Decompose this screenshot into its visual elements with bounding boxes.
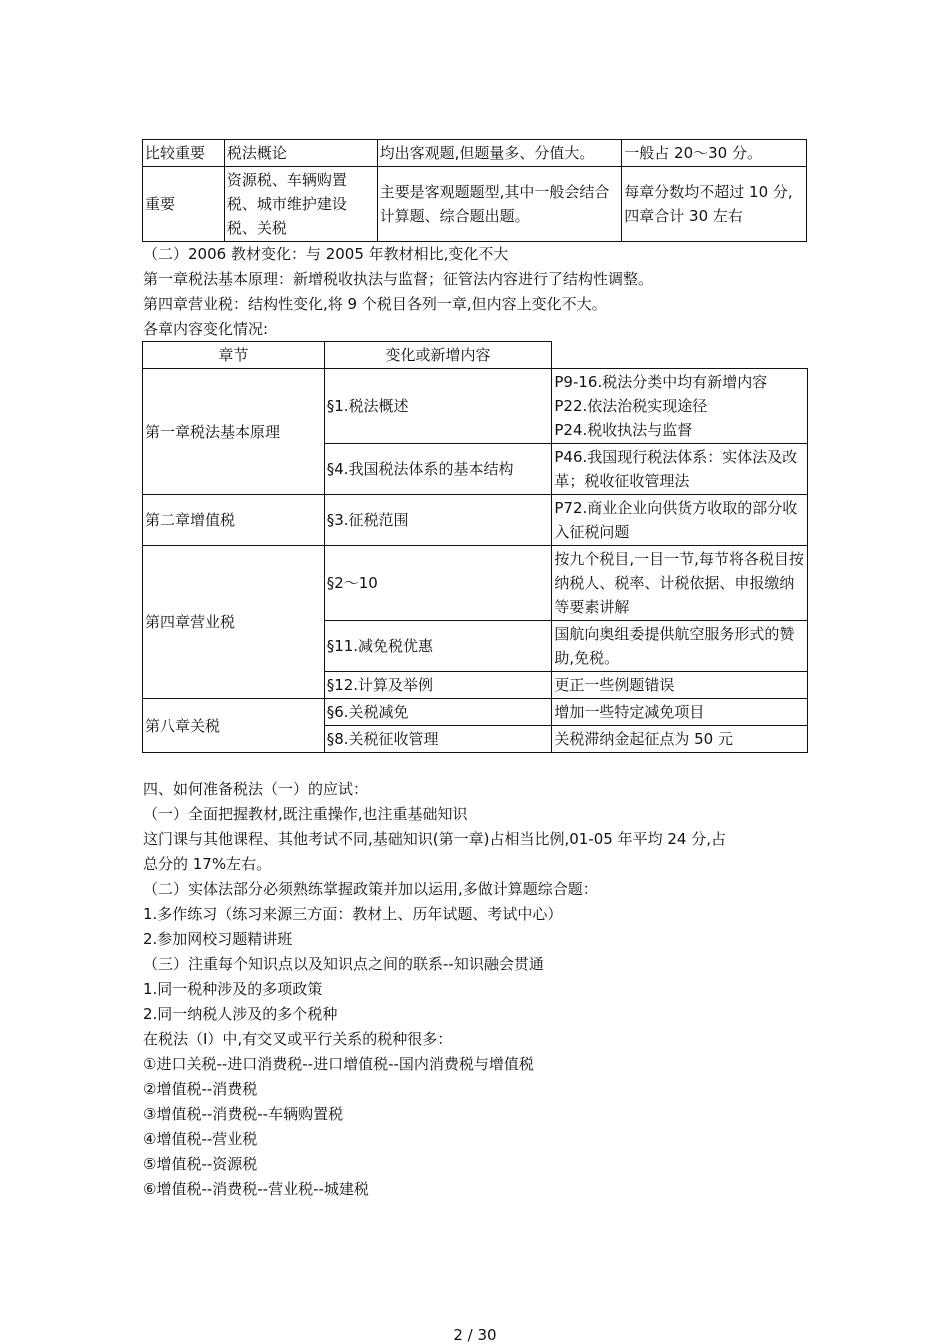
section-cell: §12.计算及举例 (324, 672, 552, 699)
section-cell: §2～10 (324, 546, 552, 621)
body-line: 在税法（I）中,有交叉或平行关系的税种很多： (143, 1030, 453, 1048)
content-cell: P46.我国现行税法体系：实体法及改革；税收征收管理法 (552, 444, 808, 495)
content-cell: 关税滞纳金起征点为 50 元 (552, 726, 808, 753)
body-line: ②增值税--消费税 (143, 1080, 258, 1098)
table-row (143, 369, 808, 444)
chapter-cell: 第一章税法基本原理 (143, 369, 325, 495)
table-cell: 主要是客观题题型,其中一般会结合计算题、综合题出题。 (377, 167, 622, 242)
importance-table (142, 139, 807, 242)
table-cell: 每章分数均不超过 10 分,四章合计 30 左右 (622, 167, 807, 242)
body-line: 2.参加网校习题精讲班 (143, 930, 293, 948)
chapter-cell: 第八章关税 (143, 699, 325, 753)
intro-line: 第一章税法基本原理：新增税收执法与监督；征管法内容进行了结构性调整。 (143, 270, 654, 288)
table-cell: 税法概论 (224, 140, 377, 167)
body-line: 这门课与其他课程、其他考试不同,基础知识(第一章)占相当比例,01-05 年平均 24 分,占 (143, 830, 726, 848)
intro-line: 第四章营业税：结构性变化,将 9 个税目各列一章,但内容上变化不大。 (143, 295, 607, 313)
content-cell: P9-16.税法分类中均有新增内容 P22.依法治税实现途径 P24.税收执法与监督 (552, 369, 808, 444)
chapter-cell: 第二章增值税 (143, 495, 325, 546)
content-cell: 增加一些特定减免项目 (552, 699, 808, 726)
table-row (143, 495, 808, 546)
page-number: 2 / 30 (453, 1326, 497, 1344)
body-line: ⑤增值税--资源税 (143, 1155, 258, 1173)
intro-line: （二）2006 教材变化：与 2005 年教材相比,变化不大 (143, 245, 509, 263)
section-cell: §11.减免税优惠 (324, 621, 552, 672)
content-cell: 按九个税目,一目一节,每节将各税目按纳税人、税率、计税依据、申报缴纳等要素讲解 (552, 546, 808, 621)
chapter-changes-table (142, 341, 808, 753)
section-cell: §3.征税范围 (324, 495, 552, 546)
body-line: 四、如何准备税法（一）的应试： (143, 780, 369, 798)
body-line: 1.多作练习（练习来源三方面：教材上、历年试题、考试中心） (143, 905, 563, 923)
table-cell: 重要 (143, 167, 225, 242)
section-cell: §8.关税征收管理 (324, 726, 552, 753)
column-header: 变化或新增内容 (324, 342, 552, 369)
table-cell: 比较重要 (143, 140, 225, 167)
table-row (143, 167, 807, 242)
body-line: （二）实体法部分必须熟练掌握政策并加以运用,多做计算题综合题： (143, 880, 598, 898)
chapter-cell: 第四章营业税 (143, 546, 325, 699)
table-row (143, 699, 808, 726)
section-cell: §4.我国税法体系的基本结构 (324, 444, 552, 495)
table-header-row (143, 342, 808, 369)
table-row (143, 140, 807, 167)
body-line: ⑥增值税--消费税--营业税--城建税 (143, 1180, 369, 1198)
column-header: 章节 (143, 342, 325, 369)
section-cell: §6.关税减免 (324, 699, 552, 726)
intro-line: 各章内容变化情况: (143, 320, 269, 338)
table-cell: 均出客观题,但题量多、分值大。 (377, 140, 622, 167)
body-line: ①进口关税--进口消费税--进口增值税--国内消费税与增值税 (143, 1055, 534, 1073)
body-line: 2.同一纳税人涉及的多个税种 (143, 1005, 338, 1023)
table-row (143, 546, 808, 621)
content-cell: P72.商业企业向供货方收取的部分收入征税问题 (552, 495, 808, 546)
table-cell: 一般占 20～30 分。 (622, 140, 807, 167)
content-cell: 国航向奥组委提供航空服务形式的赞助,免税。 (552, 621, 808, 672)
body-line: （三）注重每个知识点以及知识点之间的联系--知识融会贯通 (143, 955, 544, 973)
body-line: 1.同一税种涉及的多项政策 (143, 980, 323, 998)
content-cell: 更正一些例题错误 (552, 672, 808, 699)
body-line: ③增值税--消费税--车辆购置税 (143, 1105, 344, 1123)
body-line: （一）全面把握教材,既注重操作,也注重基础知识 (143, 805, 468, 823)
body-line: 总分的 17%左右。 (143, 855, 272, 873)
body-line: ④增值税--营业税 (143, 1130, 258, 1148)
table-cell: 资源税、车辆购置税、城市维护建设税、关税 (224, 167, 377, 242)
section-cell: §1.税法概述 (324, 369, 552, 444)
